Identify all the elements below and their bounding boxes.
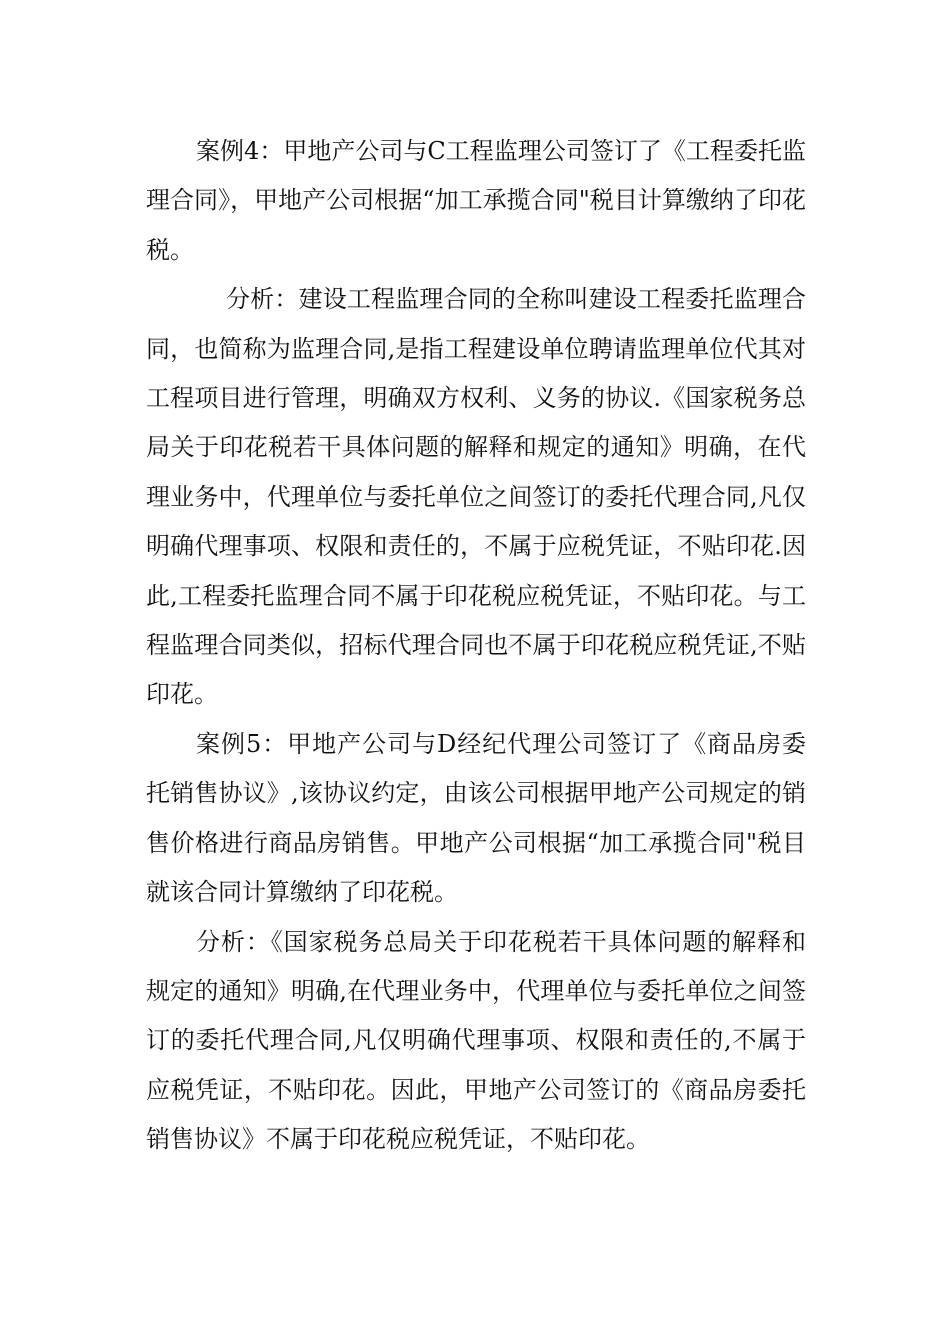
document-body: [146, 127, 806, 1165]
paragraph-analysis-5: 分析：《国家税务总局关于印花税若干具体问题的解释和规定的通知》明确,在代理业务中，代理单位与委托单位之间签订的委托代理合同,凡仅明确代理事项、权限和责任的,不属于应税凭证，不贴印花。因此，甲地产公司签订的《商品房委托销售协议》不属于印花税应税凭证，不贴印花。: [146, 927, 806, 1154]
paragraph-analysis-4: 分析：建设工程监理合同的全称叫建设工程委托监理合同，也简称为监理合同,是指工程建设单位聘请监理单位代其对工程项目进行管理，明确双方权利、义务的协议.《国家税务总局关于印花税若干具体问题的解释和规定的通知》明确，在代理业务中，代理单位与委托单位之间签订的委托代理合同,凡仅明确代理事项、权限和责任的，不属于应税凭证，不贴印花.因此,工程委托监理合同不属于印花税应税凭证，不贴印花。与工程监理合同类似，招标代理合同也不属于印花税应税凭证,不贴印花。: [146, 285, 806, 709]
paragraph-case-4: 案例4：甲地产公司与C工程监理公司签订了《工程委托监理合同》，甲地产公司根据“加工承揽合同"税目计算缴纳了印花税。: [146, 137, 806, 264]
paragraph-case-5: 案例5：甲地产公司与D经纪代理公司签订了《商品房委托销售协议》,该协议约定，由该公司根据甲地产公司规定的销售价格进行商品房销售。甲地产公司根据“加工承揽合同"税目就该合同计算缴纳了印花税。: [146, 729, 806, 907]
